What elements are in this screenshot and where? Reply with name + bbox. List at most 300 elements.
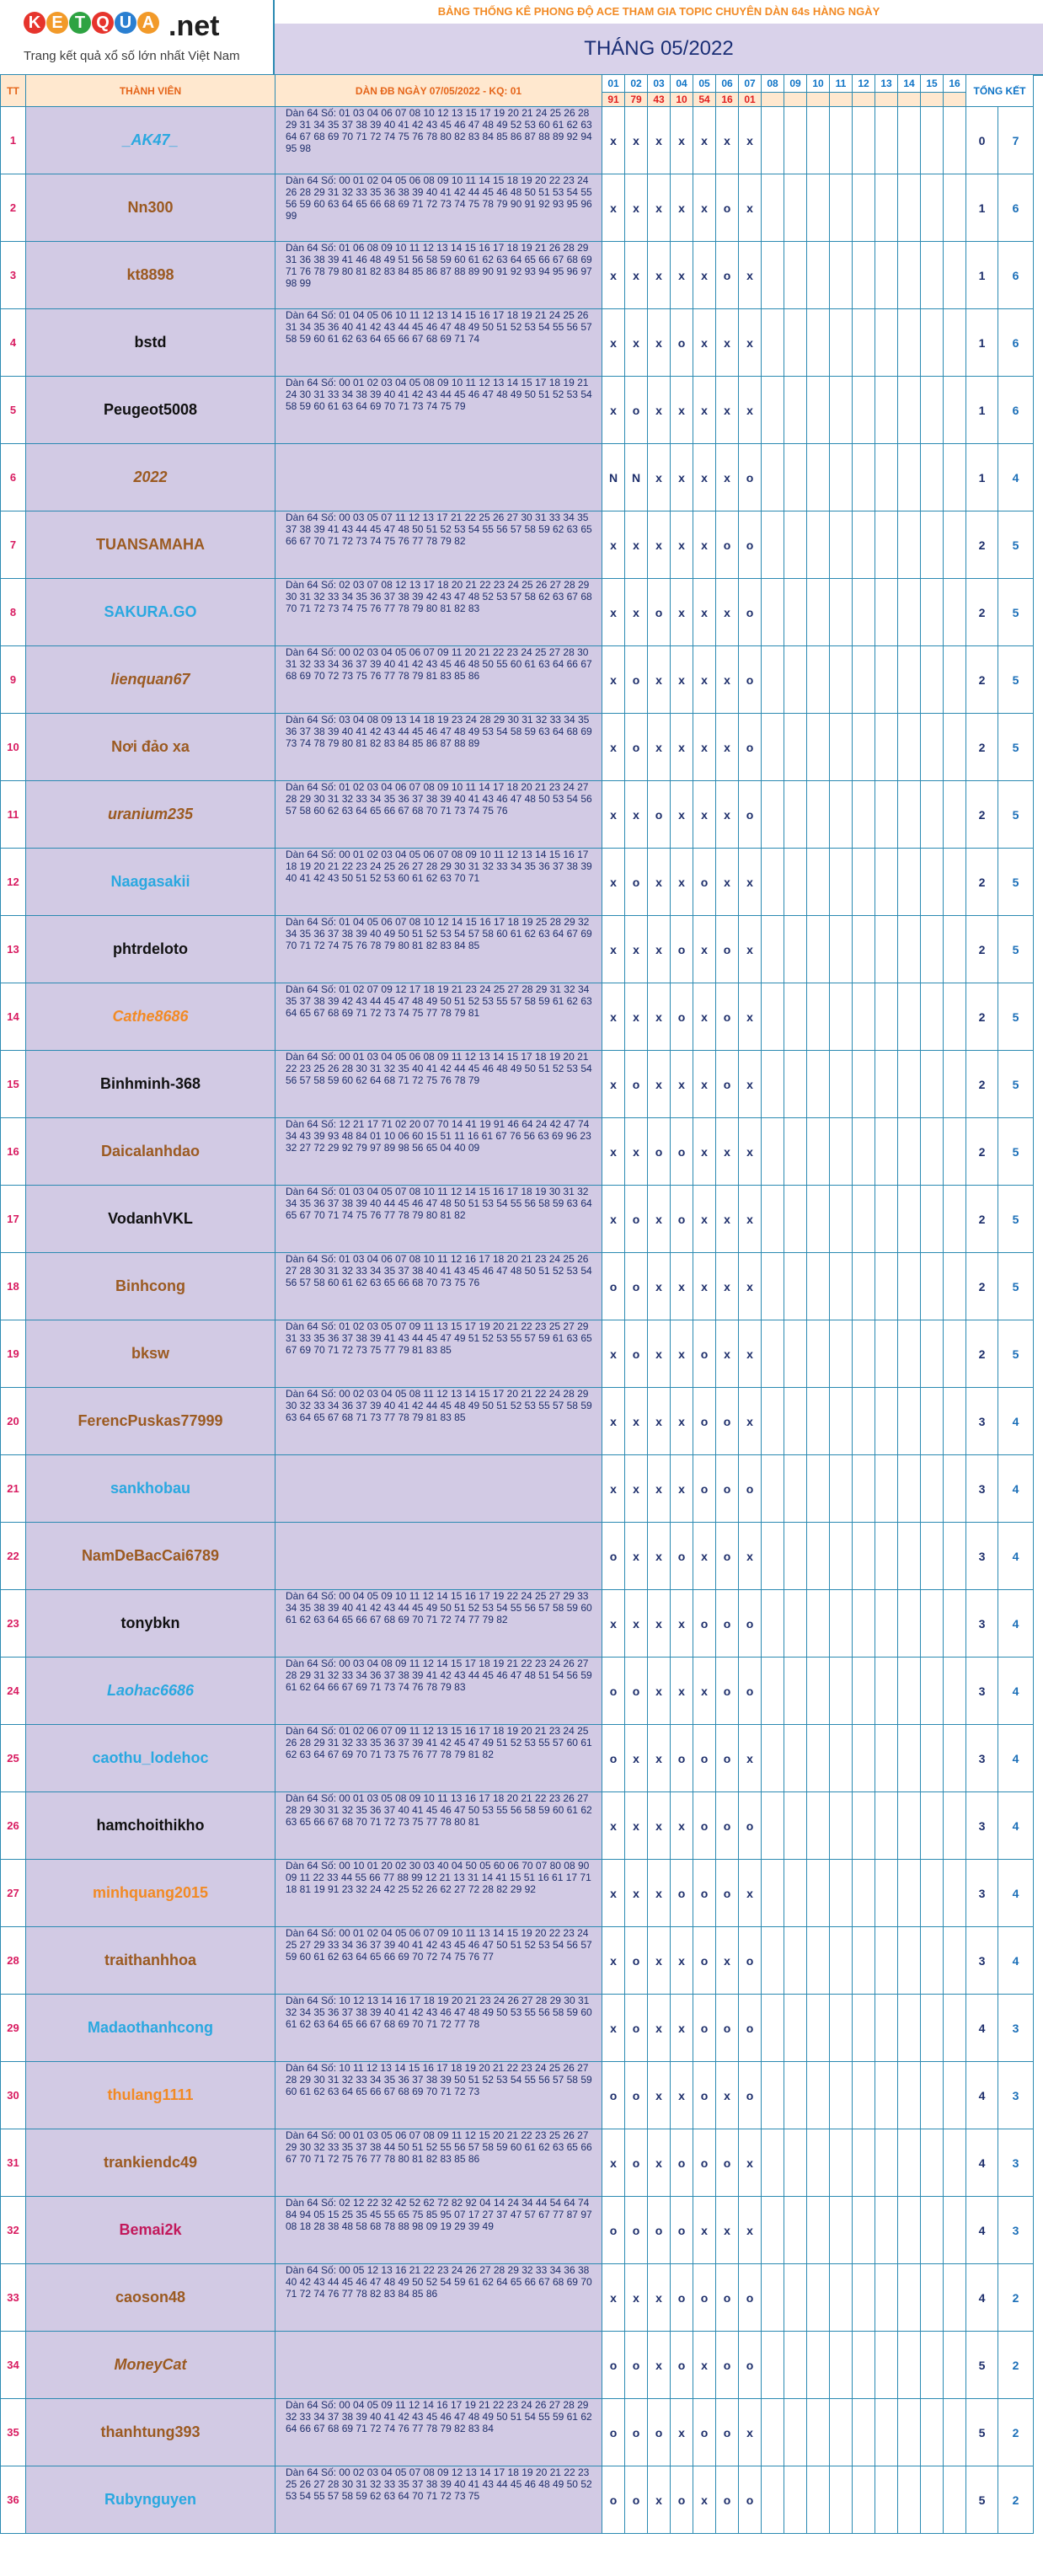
day-mark: o [739, 2264, 762, 2332]
member-name[interactable]: Naagasakii [26, 849, 275, 916]
member-name[interactable]: kt8898 [26, 242, 275, 309]
member-name[interactable]: lienquan67 [26, 646, 275, 714]
total-miss: 4 [966, 2197, 998, 2264]
day-mark: x [739, 849, 762, 916]
day-mark: x [625, 1725, 648, 1792]
dan-numbers [286, 1523, 602, 1587]
dan-numbers [286, 1455, 602, 1519]
day-mark: x [716, 444, 739, 511]
member-name[interactable]: TUANSAMAHA [26, 511, 275, 579]
day-mark [921, 444, 944, 511]
table-row [1, 2332, 1034, 2399]
day-mark: o [602, 2332, 625, 2399]
day-mark [784, 1186, 807, 1253]
day-mark: o [625, 2399, 648, 2466]
day-mark [807, 2466, 830, 2534]
day-mark: o [671, 1186, 693, 1253]
day-header: 05 [693, 75, 716, 93]
member-name[interactable]: trankiendc49 [26, 2129, 275, 2197]
day-mark: o [602, 1523, 625, 1590]
day-mark: x [625, 1455, 648, 1523]
day-header: 15 [921, 75, 944, 93]
dan-cell [275, 714, 602, 781]
day-mark [921, 983, 944, 1051]
day-mark: x [716, 579, 739, 646]
day-mark [853, 1725, 875, 1792]
day-mark [921, 309, 944, 377]
day-result: 01 [739, 93, 762, 107]
day-mark [853, 2062, 875, 2129]
day-mark [944, 1051, 966, 1118]
day-mark [921, 242, 944, 309]
day-mark: N [625, 444, 648, 511]
member-name[interactable]: bstd [26, 309, 275, 377]
day-mark [830, 242, 853, 309]
day-mark: o [716, 1725, 739, 1792]
day-mark [875, 174, 898, 242]
member-name[interactable]: Peugeot5008 [26, 377, 275, 444]
dan-numbers: Dàn 64 Số: 01 04 05 06 07 08 10 12 14 15 16 17 18 19 25 28 29 32 34 35 36 37 38 39 40 49 50 51 52 53 54 57 58 60 61 62 63 64 67 69 70 71 72 74 75 76 78 79 80 81 82 83 84 85 [286, 916, 592, 951]
day-mark: o [693, 1320, 716, 1388]
day-mark [875, 1455, 898, 1523]
day-mark [921, 107, 944, 174]
day-mark [921, 1388, 944, 1455]
row-index: 11 [1, 781, 26, 849]
day-mark [807, 2129, 830, 2197]
dan-numbers: Dàn 64 Số: 01 06 08 09 10 11 12 13 14 15 16 17 18 19 21 26 28 29 31 36 38 39 41 46 48 49 51 56 58 59 60 61 62 63 64 65 66 67 68 69 71 76 78 79 80 81 82 83 84 85 86 87 88 89 90 91 92 93 94 95 96 97 98 99 [286, 242, 592, 289]
day-mark: o [739, 1927, 762, 1995]
day-mark: x [739, 2399, 762, 2466]
member-name[interactable]: FerencPuskas77999 [26, 1388, 275, 1455]
day-mark [853, 1658, 875, 1725]
dan-cell [275, 983, 602, 1051]
day-mark: x [671, 1051, 693, 1118]
day-mark: x [693, 1658, 716, 1725]
day-mark: o [693, 849, 716, 916]
day-mark [784, 444, 807, 511]
day-mark [944, 1186, 966, 1253]
day-mark [944, 2332, 966, 2399]
stats-table [0, 74, 1034, 2534]
day-mark [807, 2197, 830, 2264]
day-mark [921, 579, 944, 646]
day-mark [762, 1927, 784, 1995]
day-mark [853, 2264, 875, 2332]
member-name[interactable]: hamchoithikho [26, 1792, 275, 1860]
day-mark [830, 1725, 853, 1792]
day-mark [807, 983, 830, 1051]
day-mark: x [671, 1792, 693, 1860]
total-hit: 4 [998, 444, 1034, 511]
day-mark [898, 2129, 921, 2197]
member-name[interactable]: Cathe8686 [26, 983, 275, 1051]
day-mark: o [739, 1792, 762, 1860]
dan-numbers: Dàn 64 Số: 01 04 05 06 10 11 12 13 14 15 16 17 18 19 21 24 25 26 31 34 35 36 40 41 42 43 44 45 46 47 48 49 50 51 52 53 54 55 56 57 58 59 60 61 62 63 64 65 66 67 68 69 71 74 [286, 309, 592, 345]
table-row [1, 2129, 1034, 2197]
dan-cell [275, 1320, 602, 1388]
total-miss: 3 [966, 1725, 998, 1792]
day-mark [898, 2332, 921, 2399]
day-mark: x [625, 107, 648, 174]
total-hit: 5 [998, 646, 1034, 714]
dan-numbers: Dàn 64 Số: 00 01 02 03 04 05 06 07 08 09 10 11 12 13 14 15 16 17 18 19 20 21 22 23 24 25 26 27 28 29 30 31 32 33 34 35 36 37 38 39 40 41 42 43 50 51 52 53 60 61 62 63 70 71 [286, 849, 592, 884]
day-mark [784, 1995, 807, 2062]
member-name[interactable]: caothu_lodehoc [26, 1725, 275, 1792]
day-mark [898, 1995, 921, 2062]
row-index: 3 [1, 242, 26, 309]
day-mark [784, 1118, 807, 1186]
day-mark [784, 2129, 807, 2197]
day-mark [807, 1792, 830, 1860]
table-row [1, 2399, 1034, 2466]
day-mark: o [602, 2466, 625, 2534]
day-mark [807, 781, 830, 849]
dan-numbers: Dàn 64 Số: 03 04 08 09 13 14 18 19 23 24 28 29 30 31 32 33 34 35 36 37 38 39 40 41 42 43 44 45 46 47 48 49 53 54 58 59 63 64 68 69 73 74 78 79 80 81 82 83 84 85 86 87 88 89 [286, 714, 592, 749]
total-hit: 3 [998, 2197, 1034, 2264]
day-mark [875, 309, 898, 377]
day-mark [944, 1523, 966, 1590]
day-mark [921, 646, 944, 714]
day-mark: x [625, 1590, 648, 1658]
day-mark: x [739, 1860, 762, 1927]
table-row [1, 1523, 1034, 1590]
member-name[interactable]: tonybkn [26, 1590, 275, 1658]
day-mark [898, 1186, 921, 1253]
day-mark [830, 1051, 853, 1118]
day-mark [944, 579, 966, 646]
day-mark: o [625, 849, 648, 916]
day-mark: x [648, 1792, 671, 1860]
day-mark [875, 1927, 898, 1995]
day-mark: x [671, 242, 693, 309]
total-miss: 2 [966, 1051, 998, 1118]
day-mark: o [739, 1455, 762, 1523]
total-hit: 5 [998, 983, 1034, 1051]
day-mark: x [648, 1927, 671, 1995]
day-mark: N [602, 444, 625, 511]
day-mark: x [739, 174, 762, 242]
day-mark [944, 646, 966, 714]
day-mark: o [693, 2062, 716, 2129]
day-mark: o [739, 1995, 762, 2062]
day-result [784, 93, 807, 107]
day-mark [875, 646, 898, 714]
day-mark [784, 1725, 807, 1792]
day-mark [875, 579, 898, 646]
day-mark: x [671, 444, 693, 511]
day-mark: x [625, 1388, 648, 1455]
total-miss: 2 [966, 1253, 998, 1320]
member-name[interactable]: Laohac6686 [26, 1658, 275, 1725]
member-name[interactable]: MoneyCat [26, 2332, 275, 2399]
day-mark: o [625, 2062, 648, 2129]
day-mark [784, 1320, 807, 1388]
day-mark [898, 2264, 921, 2332]
row-index: 26 [1, 1792, 26, 1860]
day-mark [830, 1523, 853, 1590]
total-hit: 4 [998, 1860, 1034, 1927]
day-mark: o [739, 579, 762, 646]
day-mark [830, 1658, 853, 1725]
day-mark [830, 579, 853, 646]
total-miss: 2 [966, 1186, 998, 1253]
day-mark [784, 983, 807, 1051]
day-mark [853, 1051, 875, 1118]
day-mark: x [648, 444, 671, 511]
dan-numbers: Dàn 64 Số: 00 01 02 04 05 06 08 09 10 11 14 15 18 19 20 22 23 24 26 28 29 31 32 33 35 36 38 39 40 41 42 44 45 46 48 50 51 53 54 55 56 59 60 63 64 65 66 68 69 71 72 73 74 75 78 79 90 91 92 93 95 96 99 [286, 174, 592, 222]
member-name[interactable]: Bemai2k [26, 2197, 275, 2264]
dan-cell [275, 377, 602, 444]
day-mark [921, 1725, 944, 1792]
day-mark: x [739, 1523, 762, 1590]
day-mark [875, 1523, 898, 1590]
dan-numbers: Dàn 64 Số: 00 04 05 09 11 12 14 16 17 19 21 22 23 24 26 27 28 29 32 33 34 37 38 39 40 41 42 43 45 46 47 48 49 50 51 54 55 59 61 62 64 66 67 68 69 71 72 74 76 77 78 79 82 83 84 [286, 2399, 592, 2434]
member-name[interactable]: thanhtung393 [26, 2399, 275, 2466]
member-name[interactable]: thulang1111 [26, 2062, 275, 2129]
day-mark: o [716, 174, 739, 242]
day-header: 16 [944, 75, 966, 93]
member-name[interactable]: Daicalanhdao [26, 1118, 275, 1186]
day-mark [944, 242, 966, 309]
day-mark [853, 2129, 875, 2197]
dan-numbers [286, 444, 602, 508]
dan-cell [275, 2129, 602, 2197]
dan-cell [275, 511, 602, 579]
day-mark [807, 916, 830, 983]
member-name[interactable]: NamDeBacCai6789 [26, 1523, 275, 1590]
day-mark: o [739, 2332, 762, 2399]
day-mark: x [625, 1860, 648, 1927]
total-miss: 3 [966, 1455, 998, 1523]
day-mark [807, 174, 830, 242]
day-mark [853, 1523, 875, 1590]
day-header: 08 [762, 75, 784, 93]
day-mark: x [648, 2332, 671, 2399]
day-mark [853, 1995, 875, 2062]
day-mark: x [739, 1725, 762, 1792]
day-mark: x [648, 1320, 671, 1388]
day-mark [784, 242, 807, 309]
day-mark [784, 646, 807, 714]
day-mark: x [716, 849, 739, 916]
day-mark: x [671, 646, 693, 714]
day-mark: o [716, 1590, 739, 1658]
table-row [1, 1118, 1034, 1186]
member-name[interactable]: Madaothanhcong [26, 1995, 275, 2062]
day-mark [853, 849, 875, 916]
day-mark [944, 1590, 966, 1658]
day-mark: o [625, 1253, 648, 1320]
day-mark [762, 444, 784, 511]
dan-cell [275, 1051, 602, 1118]
member-name[interactable]: phtrdeloto [26, 916, 275, 983]
day-mark [762, 1792, 784, 1860]
day-mark: o [716, 1051, 739, 1118]
member-name[interactable]: caoson48 [26, 2264, 275, 2332]
day-mark [807, 2332, 830, 2399]
day-result: 79 [625, 93, 648, 107]
day-mark [807, 1725, 830, 1792]
member-name[interactable]: 2022 [26, 444, 275, 511]
dan-cell [275, 579, 602, 646]
member-name[interactable]: minhquang2015 [26, 1860, 275, 1927]
row-index: 9 [1, 646, 26, 714]
day-mark [762, 1118, 784, 1186]
total-hit: 6 [998, 242, 1034, 309]
day-mark: x [716, 377, 739, 444]
day-mark: x [739, 107, 762, 174]
day-mark: o [625, 646, 648, 714]
day-mark: x [716, 309, 739, 377]
day-mark [921, 1051, 944, 1118]
day-mark [875, 444, 898, 511]
total-miss: 3 [966, 1792, 998, 1860]
day-mark [875, 2399, 898, 2466]
total-hit: 5 [998, 849, 1034, 916]
day-mark: o [716, 2399, 739, 2466]
day-mark [898, 242, 921, 309]
day-mark: x [648, 511, 671, 579]
dan-cell [275, 2399, 602, 2466]
day-mark: o [671, 1725, 693, 1792]
day-mark [944, 2466, 966, 2534]
day-mark: o [716, 2466, 739, 2534]
day-mark [784, 1658, 807, 1725]
table-row [1, 781, 1034, 849]
day-mark: x [625, 242, 648, 309]
member-name[interactable]: Rubynguyen [26, 2466, 275, 2534]
total-hit: 4 [998, 1658, 1034, 1725]
day-mark: x [625, 2264, 648, 2332]
day-mark [762, 1523, 784, 1590]
day-mark: x [739, 1253, 762, 1320]
day-mark: x [671, 174, 693, 242]
member-name[interactable]: VodanhVKL [26, 1186, 275, 1253]
day-mark: o [625, 1320, 648, 1388]
member-name[interactable]: Nn300 [26, 174, 275, 242]
dan-cell [275, 2466, 602, 2534]
day-mark [762, 714, 784, 781]
day-mark: o [716, 1792, 739, 1860]
member-name[interactable]: bksw [26, 1320, 275, 1388]
member-name[interactable]: Binhcong [26, 1253, 275, 1320]
day-mark [898, 1792, 921, 1860]
day-mark [762, 1455, 784, 1523]
logo[interactable] [0, 0, 275, 74]
day-mark: x [671, 714, 693, 781]
day-mark [830, 916, 853, 983]
day-mark [853, 444, 875, 511]
day-mark [762, 377, 784, 444]
day-mark [784, 1792, 807, 1860]
dan-cell [275, 107, 602, 174]
total-hit: 4 [998, 1725, 1034, 1792]
day-mark [898, 916, 921, 983]
day-mark: o [625, 2129, 648, 2197]
day-mark [898, 714, 921, 781]
day-mark [830, 444, 853, 511]
dan-numbers: Dàn 64 Số: 00 03 04 08 09 11 12 14 15 17 18 19 21 22 23 24 26 27 28 29 31 32 33 34 36 37 38 39 41 42 43 44 45 46 47 48 51 54 56 59 61 62 64 66 67 69 71 73 74 76 78 79 83 [286, 1658, 592, 1693]
logo-wordmark [24, 12, 160, 37]
day-mark [853, 1118, 875, 1186]
total-miss: 3 [966, 1927, 998, 1995]
dan-cell [275, 2332, 602, 2399]
day-mark: x [648, 174, 671, 242]
total-hit: 4 [998, 1590, 1034, 1658]
member-name[interactable]: _AK47_ [26, 107, 275, 174]
day-mark [921, 511, 944, 579]
day-mark [898, 1658, 921, 1725]
day-mark: x [602, 1792, 625, 1860]
day-mark: x [602, 1388, 625, 1455]
day-mark: o [739, 781, 762, 849]
day-mark [830, 1995, 853, 2062]
day-mark [807, 309, 830, 377]
row-index: 16 [1, 1118, 26, 1186]
day-mark [853, 174, 875, 242]
day-mark [784, 174, 807, 242]
day-mark: x [648, 849, 671, 916]
total-hit: 5 [998, 1118, 1034, 1186]
day-mark [875, 1320, 898, 1388]
dan-numbers: Dàn 64 Số: 01 02 06 07 09 11 12 13 15 16 17 18 19 20 21 23 24 25 26 28 29 31 32 33 35 36 37 39 41 42 45 47 49 51 52 53 55 57 60 61 62 63 64 67 69 70 71 73 75 76 77 78 79 81 82 [286, 1725, 592, 1760]
day-mark: x [648, 1658, 671, 1725]
member-name[interactable]: traithanhhoa [26, 1927, 275, 1995]
day-mark: x [739, 1320, 762, 1388]
day-header: 09 [784, 75, 807, 93]
col-tt: TT [1, 75, 26, 107]
dan-numbers: Dàn 64 Số: 01 03 04 06 07 08 10 11 12 16 17 18 20 21 23 24 25 26 27 28 30 31 32 33 34 35 37 38 40 41 43 45 46 47 48 50 51 52 53 54 56 57 58 60 61 62 63 65 66 68 70 73 75 76 [286, 1253, 592, 1288]
member-name[interactable]: Binhminh-368 [26, 1051, 275, 1118]
row-index: 27 [1, 1860, 26, 1927]
dan-cell [275, 781, 602, 849]
logo-tagline: Trang kết quả xổ số lớn nhất Việt Nam [24, 49, 240, 63]
dan-numbers: Dàn 64 Số: 00 04 05 09 10 11 12 14 15 16 17 19 22 24 25 27 29 33 34 35 38 39 40 41 42 43 44 45 49 50 51 52 53 54 55 56 57 58 59 60 61 62 63 64 65 66 67 68 69 70 71 72 74 77 79 82 [286, 1590, 592, 1625]
table-row [1, 2466, 1034, 2534]
day-mark [853, 107, 875, 174]
day-mark: x [648, 1455, 671, 1523]
member-name[interactable]: Nơi đảo xa [26, 714, 275, 781]
day-mark: x [671, 2399, 693, 2466]
day-mark [762, 1253, 784, 1320]
row-index: 36 [1, 2466, 26, 2534]
day-mark [921, 1320, 944, 1388]
day-mark [944, 781, 966, 849]
day-mark [921, 2129, 944, 2197]
total-hit: 5 [998, 511, 1034, 579]
day-mark [875, 2466, 898, 2534]
member-name[interactable]: sankhobau [26, 1455, 275, 1523]
day-mark: x [602, 1927, 625, 1995]
total-hit: 2 [998, 2466, 1034, 2534]
dan-cell [275, 444, 602, 511]
day-mark [762, 174, 784, 242]
member-name[interactable]: uranium235 [26, 781, 275, 849]
day-mark [921, 2062, 944, 2129]
day-mark [853, 983, 875, 1051]
total-hit: 5 [998, 1253, 1034, 1320]
day-mark: o [693, 1995, 716, 2062]
total-miss: 2 [966, 781, 998, 849]
day-mark [784, 714, 807, 781]
table-row [1, 714, 1034, 781]
day-mark [807, 646, 830, 714]
total-miss: 2 [966, 983, 998, 1051]
day-mark [898, 1320, 921, 1388]
member-name[interactable]: SAKURA.GO [26, 579, 275, 646]
day-mark [921, 1523, 944, 1590]
day-mark: x [648, 2129, 671, 2197]
